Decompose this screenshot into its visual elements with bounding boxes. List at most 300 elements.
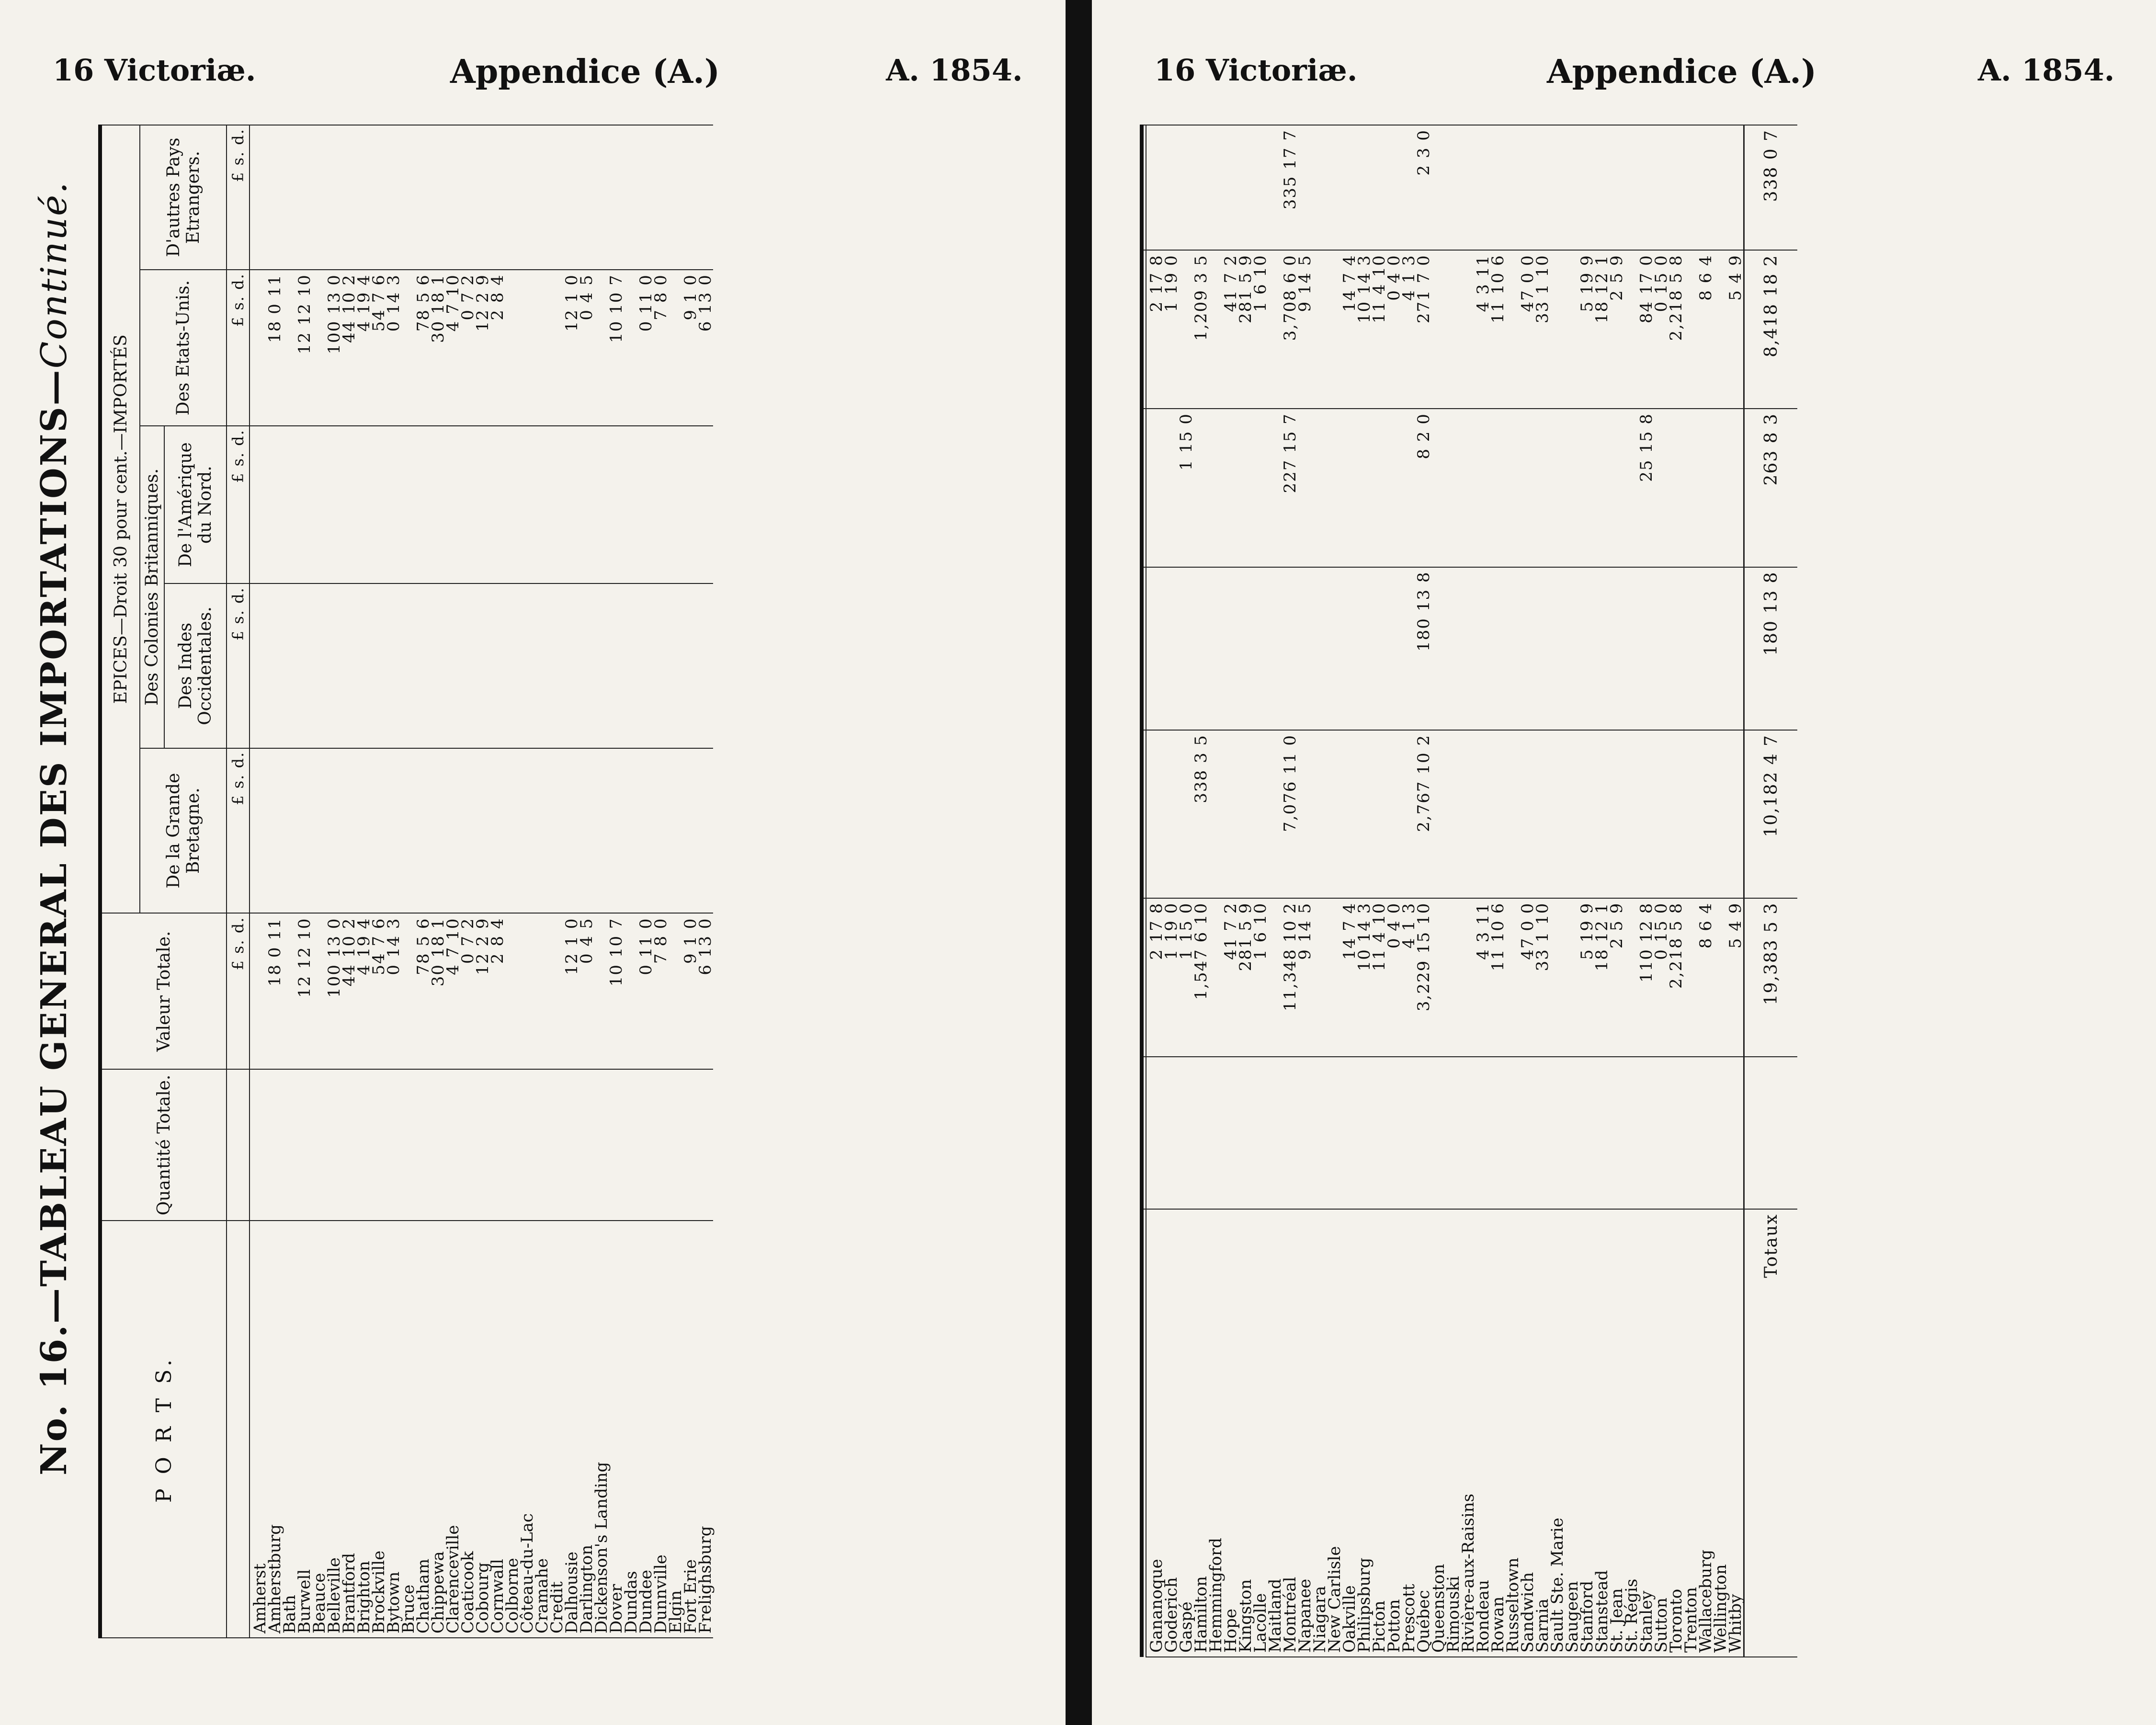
autres-cell (1550, 125, 1565, 250)
port-name: Sandwich (1521, 1209, 1535, 1657)
autres-cell (669, 125, 683, 270)
quantite-cell (250, 1069, 268, 1221)
table-row (1372, 125, 1387, 1657)
etats-unis-cell (505, 270, 520, 426)
amerique-cell (1342, 409, 1357, 567)
etats-unis-cell: 1,209 3 5 (1194, 250, 1209, 409)
table-row (1387, 125, 1402, 1657)
amerique-cell (1684, 409, 1699, 567)
table-row (342, 125, 357, 1638)
gb-cell (594, 748, 609, 914)
amerique-cell (1491, 409, 1506, 567)
table-row (490, 125, 505, 1638)
indes-cell (535, 583, 550, 748)
etats-unis-cell: 4 3 11 (1476, 250, 1491, 409)
amerique-cell (1610, 409, 1624, 567)
right-col-quantite (1142, 1057, 1146, 1210)
amerique-cell (1713, 409, 1728, 567)
gb-cell (283, 748, 297, 914)
quantite-cell (1521, 1057, 1535, 1210)
indes-cell: 180 13 8 (1417, 567, 1431, 730)
valeur-cell: 12 2 9 (476, 913, 490, 1069)
table-title-main: No. 16.—TABLEAU GENERAL DES IMPORTATIONS— (34, 368, 75, 1475)
table-row (654, 125, 669, 1638)
indes-cell (1194, 567, 1209, 730)
amerique-cell (1194, 409, 1209, 567)
quantite-cell (1402, 1057, 1417, 1210)
valeur-cell (1313, 898, 1328, 1057)
gb-cell (1224, 730, 1238, 898)
quantite-cell (1491, 1057, 1506, 1210)
etats-unis-cell: 47 0 0 (1521, 250, 1535, 409)
valeur-cell: 0 15 0 (1654, 898, 1669, 1057)
autres-cell (1580, 125, 1595, 250)
autres-cell (297, 125, 312, 270)
valeur-cell: 8 6 4 (1699, 898, 1713, 1057)
autres-cell (476, 125, 490, 270)
autres-cell (565, 125, 579, 270)
table-row (461, 125, 476, 1638)
indes-cell (1164, 567, 1179, 730)
quantite-cell (1684, 1057, 1699, 1210)
etats-unis-cell: 4 19 4 (357, 270, 372, 426)
autres-cell (535, 125, 550, 270)
valeur-cell (535, 913, 550, 1069)
autres-cell (386, 125, 401, 270)
quantite-cell (461, 1069, 476, 1221)
port-name: Saugeen (1565, 1209, 1580, 1657)
indes-cell (1328, 567, 1342, 730)
autres-cell (1342, 125, 1357, 250)
table-row (1342, 125, 1357, 1657)
port-name: Hope (1224, 1209, 1238, 1657)
table-row (1550, 125, 1565, 1657)
etats-unis-cell: 3,708 6 0 (1283, 250, 1298, 409)
quantite-cell (1268, 1057, 1283, 1210)
table-row (1224, 125, 1238, 1657)
indes-cell (1179, 567, 1194, 730)
gb-cell (505, 748, 520, 914)
table-row (535, 125, 550, 1638)
indes-cell (1713, 567, 1728, 730)
quantite-cell (579, 1069, 594, 1221)
autres-cell (327, 125, 342, 270)
right-table-body (1146, 125, 1797, 1657)
autres-cell (1624, 125, 1639, 250)
valeur-cell: 14 7 4 (1342, 898, 1357, 1057)
table-row (550, 125, 565, 1638)
quantite-cell (1238, 1057, 1253, 1210)
indes-cell (1253, 567, 1268, 730)
table-row (1357, 125, 1372, 1657)
autres-cell (1684, 125, 1699, 250)
port-name: St. Jean (1610, 1209, 1624, 1657)
etats-unis-cell: 2 5 9 (1610, 250, 1624, 409)
indes-cell (520, 583, 535, 748)
port-name: Hemmingford (1209, 1209, 1224, 1657)
indes-cell (1565, 567, 1580, 730)
gb-cell (1565, 730, 1580, 898)
gb-cell (297, 748, 312, 914)
indes-cell (1491, 567, 1506, 730)
table-row (698, 125, 713, 1638)
totals-label: Totaux (1744, 1209, 1798, 1657)
autres-cell (1328, 125, 1342, 250)
right-col-amerique (1142, 409, 1146, 567)
quantite-cell (1298, 1057, 1313, 1210)
etats-unis-cell: 5 4 9 (1728, 250, 1744, 409)
quantite-cell (490, 1069, 505, 1221)
port-name: Frelighsburg (698, 1221, 713, 1638)
gb-cell (1209, 730, 1224, 898)
gb-cell (1669, 730, 1684, 898)
indes-cell (1595, 567, 1610, 730)
autres-cell (594, 125, 609, 270)
gb-cell (1253, 730, 1268, 898)
quantite-cell (1224, 1057, 1238, 1210)
port-name: Gananoque (1146, 1209, 1164, 1657)
port-name: Brockville (372, 1221, 386, 1638)
units-blank (227, 1069, 250, 1221)
gb-cell (357, 748, 372, 914)
valeur-cell: 1 19 0 (1164, 898, 1179, 1057)
table-row (1328, 125, 1342, 1657)
port-name: Rivière-aux-Raisins (1461, 1209, 1476, 1657)
autres-cell (579, 125, 594, 270)
autres-cell (639, 125, 654, 270)
indes-cell (283, 583, 297, 748)
gb-cell (624, 748, 639, 914)
amerique-cell (1372, 409, 1387, 567)
table-row (683, 125, 698, 1638)
port-name: Dickenson's Landing (594, 1221, 609, 1638)
quantite-cell (1342, 1057, 1357, 1210)
table-row (579, 125, 594, 1638)
etats-unis-cell (1446, 250, 1461, 409)
amerique-cell (535, 426, 550, 583)
port-name: Darlington (579, 1221, 594, 1638)
quantite-cell (609, 1069, 624, 1221)
indes-cell (1506, 567, 1521, 730)
gb-cell (520, 748, 535, 914)
valeur-cell: 47 0 0 (1521, 898, 1535, 1057)
quantite-cell (565, 1069, 579, 1221)
amerique-cell (476, 426, 490, 583)
quantite-cell (1461, 1057, 1476, 1210)
port-name: Amherst (250, 1221, 268, 1638)
valeur-cell: 11 10 6 (1491, 898, 1506, 1057)
valeur-cell (520, 913, 535, 1069)
valeur-cell: 3,229 15 10 (1417, 898, 1431, 1057)
indes-cell (1372, 567, 1387, 730)
autres-cell: 335 17 7 (1283, 125, 1298, 250)
autres-cell (1209, 125, 1224, 250)
etats-unis-cell (1431, 250, 1446, 409)
indes-cell (431, 583, 446, 748)
amerique-cell (520, 426, 535, 583)
gb-cell (1476, 730, 1491, 898)
valeur-cell: 6 13 0 (698, 913, 713, 1069)
gb-cell (639, 748, 654, 914)
indes-cell (342, 583, 357, 748)
table-row (1610, 125, 1624, 1657)
autres-cell (683, 125, 698, 270)
indes-cell (1209, 567, 1224, 730)
etats-unis-cell: 0 11 0 (639, 270, 654, 426)
indes-cell (624, 583, 639, 748)
indes-cell (1580, 567, 1595, 730)
port-name: Trenton (1684, 1209, 1699, 1657)
indes-cell (1684, 567, 1699, 730)
port-name: New Carlisle (1328, 1209, 1342, 1657)
indes-cell (698, 583, 713, 748)
etats-unis-cell: 1 19 0 (1164, 250, 1179, 409)
quantite-cell (535, 1069, 550, 1221)
gb-cell (372, 748, 386, 914)
valeur-cell: 9 14 5 (1298, 898, 1313, 1057)
indes-cell (1146, 567, 1164, 730)
autres-cell (1461, 125, 1476, 250)
port-name: Chippewa (431, 1221, 446, 1638)
etats-unis-cell: 0 15 0 (1654, 250, 1669, 409)
etats-unis-cell: 54 7 6 (372, 270, 386, 426)
port-name: Goderich (1164, 1209, 1179, 1657)
indes-cell (250, 583, 268, 748)
table-row (1595, 125, 1610, 1657)
gb-cell (1431, 730, 1446, 898)
amerique-cell (1298, 409, 1313, 567)
table-row (1446, 125, 1461, 1657)
quantite-cell (1565, 1057, 1580, 1210)
table-row (505, 125, 520, 1638)
quantite-cell (1164, 1057, 1179, 1210)
totals-gb: 10,182 4 7 (1744, 730, 1798, 898)
autres-cell (1506, 125, 1521, 250)
table-row (1164, 125, 1179, 1657)
amerique-cell (461, 426, 476, 583)
etats-unis-cell: 6 13 0 (698, 270, 713, 426)
indes-cell (565, 583, 579, 748)
valeur-cell: 11,348 10 2 (1283, 898, 1298, 1057)
etats-unis-cell: 44 10 2 (342, 270, 357, 426)
etats-unis-cell: 4 1 3 (1402, 250, 1417, 409)
autres-cell (1372, 125, 1387, 250)
gb-cell (565, 748, 579, 914)
port-name: Bytown (386, 1221, 401, 1638)
valeur-cell: 11 4 10 (1372, 898, 1387, 1057)
port-name: Russeltown (1506, 1209, 1521, 1657)
etats-unis-cell: 30 18 1 (431, 270, 446, 426)
gb-cell (669, 748, 683, 914)
etats-unis-cell: 9 14 5 (1298, 250, 1313, 409)
quantite-cell (416, 1069, 431, 1221)
valeur-cell: 2 5 9 (1610, 898, 1624, 1057)
amerique-cell (268, 426, 283, 583)
valeur-cell: 10 14 3 (1357, 898, 1372, 1057)
valeur-cell: 10 10 7 (609, 913, 624, 1069)
gb-cell (1146, 730, 1164, 898)
valeur-cell: 12 12 10 (297, 913, 312, 1069)
autres-cell (1253, 125, 1268, 250)
table-title-continued: Continué. (34, 181, 75, 369)
table-row (250, 125, 268, 1638)
amerique-cell (624, 426, 639, 583)
amerique-cell: 227 15 7 (1283, 409, 1298, 567)
port-name: Dundee (639, 1221, 654, 1638)
autres-cell (431, 125, 446, 270)
quantite-cell (683, 1069, 698, 1221)
etats-unis-cell (520, 270, 535, 426)
autres-cell (1669, 125, 1684, 250)
valeur-cell (1446, 898, 1461, 1057)
port-name: Toronto (1669, 1209, 1684, 1657)
port-name: Chatham (416, 1221, 431, 1638)
autres-cell (505, 125, 520, 270)
port-name: Elgin (669, 1221, 683, 1638)
indes-cell (1728, 567, 1744, 730)
units-eu: £ s. d. (227, 270, 250, 426)
amerique-cell (654, 426, 669, 583)
autres-cell (1491, 125, 1506, 250)
quantite-cell (505, 1069, 520, 1221)
table-row (609, 125, 624, 1638)
quantite-cell (1357, 1057, 1372, 1210)
etats-unis-cell: 7 8 0 (654, 270, 669, 426)
amerique-cell (698, 426, 713, 583)
gb-cell (1595, 730, 1610, 898)
amerique-cell: 1 15 0 (1179, 409, 1194, 567)
valeur-cell: 9 1 0 (683, 913, 698, 1069)
amerique-cell (283, 426, 297, 583)
table-row (669, 125, 683, 1638)
etats-unis-cell: 8 6 4 (1699, 250, 1713, 409)
valeur-cell: 4 1 3 (1402, 898, 1417, 1057)
table-row (1684, 125, 1699, 1657)
indes-cell (1624, 567, 1639, 730)
etats-unis-cell: 10 10 7 (609, 270, 624, 426)
amerique-cell (446, 426, 461, 583)
quantite-cell (1654, 1057, 1669, 1210)
port-name: Kingston (1238, 1209, 1253, 1657)
valeur-cell: 281 5 9 (1238, 898, 1253, 1057)
gb-cell (1328, 730, 1342, 898)
autres-cell (1298, 125, 1313, 250)
table-row (1669, 125, 1684, 1657)
left-header-session: 16 Victoriæ. (53, 53, 256, 88)
gb-cell (1610, 730, 1624, 898)
gb-cell (1387, 730, 1402, 898)
table-row (1298, 125, 1313, 1657)
units-gb: £ s. d. (227, 748, 250, 914)
indes-cell (1610, 567, 1624, 730)
totals-indes: 180 13 8 (1744, 567, 1798, 730)
table-row (1268, 125, 1283, 1657)
indes-cell (594, 583, 609, 748)
quantite-cell (1446, 1057, 1461, 1210)
port-name: Stanford (1580, 1209, 1595, 1657)
gb-cell (342, 748, 357, 914)
col-quantite: Quantité Totale. (100, 1069, 227, 1221)
gb-cell (1550, 730, 1565, 898)
autres-cell (1610, 125, 1624, 250)
autres-cell (520, 125, 535, 270)
quantite-cell (1506, 1057, 1521, 1210)
valeur-cell: 0 14 3 (386, 913, 401, 1069)
gb-cell (654, 748, 669, 914)
gb-cell (431, 748, 446, 914)
right-header-year: A. 1854. (1978, 53, 2115, 88)
amerique-cell (669, 426, 683, 583)
etats-unis-cell: 2 8 4 (490, 270, 505, 426)
quantite-cell (1550, 1057, 1565, 1210)
port-name: Credit (550, 1221, 565, 1638)
quantite-cell (327, 1069, 342, 1221)
gb-cell (1699, 730, 1713, 898)
etats-unis-cell (1313, 250, 1328, 409)
amerique-cell (550, 426, 565, 583)
indes-cell (669, 583, 683, 748)
autres-cell (1387, 125, 1402, 250)
gb-cell (401, 748, 416, 914)
indes-cell (446, 583, 461, 748)
amerique-cell (1357, 409, 1372, 567)
valeur-cell: 4 7 10 (446, 913, 461, 1069)
etats-unis-cell: 0 4 5 (579, 270, 594, 426)
indes-cell (461, 583, 476, 748)
indes-cell (505, 583, 520, 748)
indes-cell (490, 583, 505, 748)
valeur-cell (505, 913, 520, 1069)
gb-cell (1684, 730, 1699, 898)
etats-unis-cell: 4 7 10 (446, 270, 461, 426)
table-row (1253, 125, 1268, 1657)
indes-cell (1431, 567, 1446, 730)
quantite-cell (1209, 1057, 1224, 1210)
quantite-cell (1728, 1057, 1744, 1210)
gb-cell (1164, 730, 1179, 898)
amerique-cell (1669, 409, 1684, 567)
quantite-cell (401, 1069, 416, 1221)
gb-cell (461, 748, 476, 914)
port-name: Côteau-du-Lac (520, 1221, 535, 1638)
autres-cell (490, 125, 505, 270)
autres-cell (1521, 125, 1535, 250)
etats-unis-cell: 33 1 10 (1535, 250, 1550, 409)
quantite-cell (446, 1069, 461, 1221)
port-name: Maitland (1268, 1209, 1283, 1657)
gb-cell (386, 748, 401, 914)
left-table-wrapper (98, 125, 713, 1638)
table-row (1535, 125, 1550, 1657)
right-col-eu (1142, 250, 1146, 409)
gb-cell (490, 748, 505, 914)
table-row (386, 125, 401, 1638)
quantite-cell (1669, 1057, 1684, 1210)
port-name: Sault Ste. Marie (1550, 1209, 1565, 1657)
autres-cell (609, 125, 624, 270)
indes-cell (683, 583, 698, 748)
amerique-cell (372, 426, 386, 583)
gb-cell (1728, 730, 1744, 898)
table-row (1639, 125, 1654, 1657)
table-row (1461, 125, 1476, 1657)
gb-cell (1535, 730, 1550, 898)
table-row (401, 125, 416, 1638)
col-etats-unis: Des Etats-Unis. (140, 270, 227, 426)
etats-unis-cell: 271 7 0 (1417, 250, 1431, 409)
quantite-cell (1595, 1057, 1610, 1210)
port-name: Wallaceburg (1699, 1209, 1713, 1657)
